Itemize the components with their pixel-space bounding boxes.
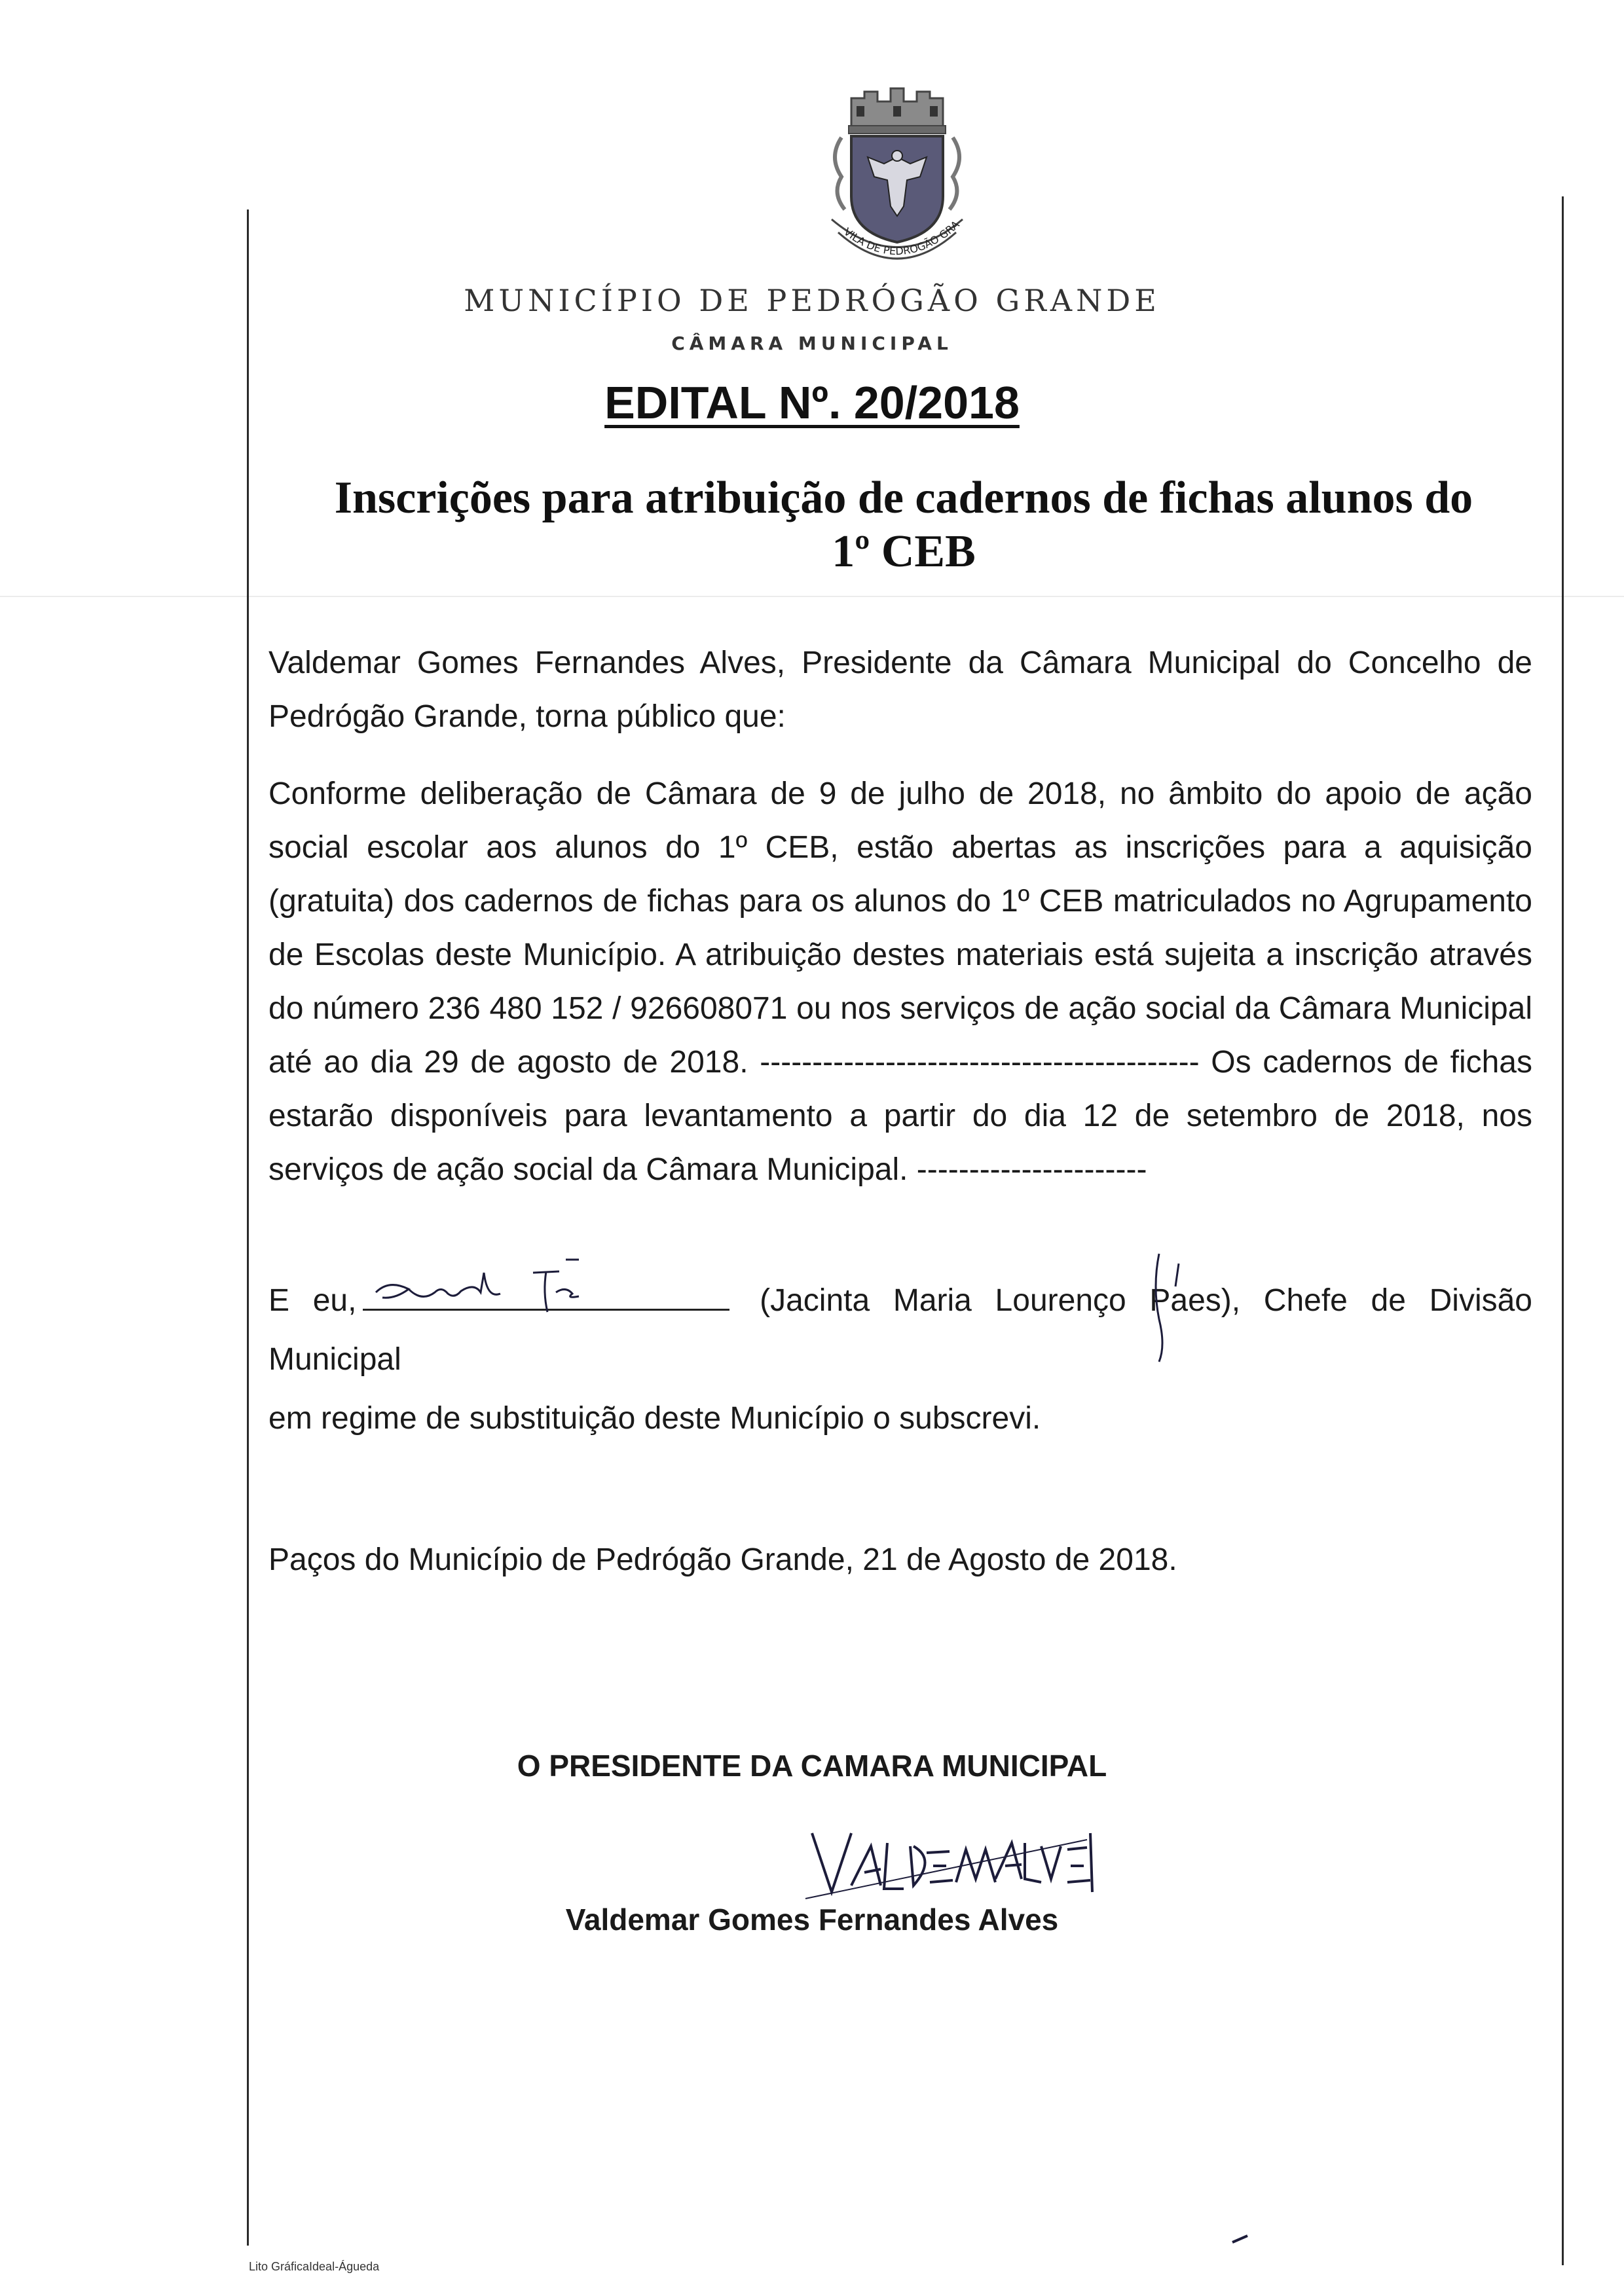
- right-margin-rule: [1562, 196, 1564, 2265]
- signatory-title: O PRESIDENTE DA CAMARA MUNICIPAL: [517, 1749, 1107, 1783]
- printer-credit: Lito GráficaIdeal-Águeda: [249, 2260, 380, 2273]
- subscription-line-2: em regime de substituição deste Município o subscrevi.: [268, 1401, 1041, 1436]
- place-and-date: Paços do Município de Pedrógão Grande, 21 de Agosto de 2018.: [268, 1542, 1177, 1577]
- edital-number: EDITAL Nº. 20/2018: [604, 377, 1020, 428]
- title-line-1: Inscrições para atribuição de cadernos de fichas alunos do: [334, 473, 1473, 523]
- main-paragraph: [268, 767, 1532, 1197]
- initials-mark: [1139, 1247, 1192, 1365]
- secretary-signature-line: [363, 1276, 729, 1311]
- crest-ribbon-text: VILA DE PEDROGÃO GRA: [841, 218, 962, 258]
- document-title: [282, 471, 1526, 579]
- pickup-text: Os cadernos de fichas estarão disponíveis para levantamento a partir do dia 12 de setembro de 2018, nos serviços de ação social da Câmara Municipal. ----------------------: [268, 1045, 1532, 1187]
- scan-artifact-line: [0, 596, 1624, 597]
- president-signature: [799, 1807, 1100, 1912]
- intro-paragraph: Valdemar Gomes Fernandes Alves, Presidente da Câmara Municipal do Concelho de Pedrógão Grande, torna público que:: [268, 646, 1532, 734]
- secretary-signature: [369, 1247, 723, 1325]
- subscription-prefix: E eu,: [268, 1283, 357, 1318]
- municipality-name: MUNICÍPIO DE PEDRÓGÃO GRANDE: [464, 283, 1160, 318]
- ink-spot: [1231, 2232, 1251, 2246]
- crest-emblem: [805, 65, 989, 282]
- signatory-name: Valdemar Gomes Fernandes Alves: [565, 1903, 1059, 1937]
- left-margin-rule: [247, 210, 249, 2246]
- subscriber-name-role: (Jacinta Maria Lourenço Paes), Chefe de Divisão Municipal: [268, 1283, 1532, 1377]
- title-line-2: 1º CEB: [832, 526, 976, 577]
- registration-text: Conforme deliberação de Câmara de 9 de julho de 2018, no âmbito do apoio de ação social escolar aos alunos do 1º CEB, estão abertas as inscrições para a aquisição (gratuita) dos cadernos de fichas para os alunos do 1º CEB matriculados no Agrupamento de Escolas deste Município. A atribuição destes materiais está sujeita a inscrição através do número 236 480 152 / 926608071 ou nos serviços de ação social da Câmara Municipal até ao dia 29 de agosto de 2018. ------------------------------------------: [268, 776, 1532, 1080]
- subscription-block: [268, 1271, 1532, 1448]
- department-name: CÂMARA MUNICIPAL: [671, 333, 953, 354]
- municipal-crest-logo: [805, 65, 989, 282]
